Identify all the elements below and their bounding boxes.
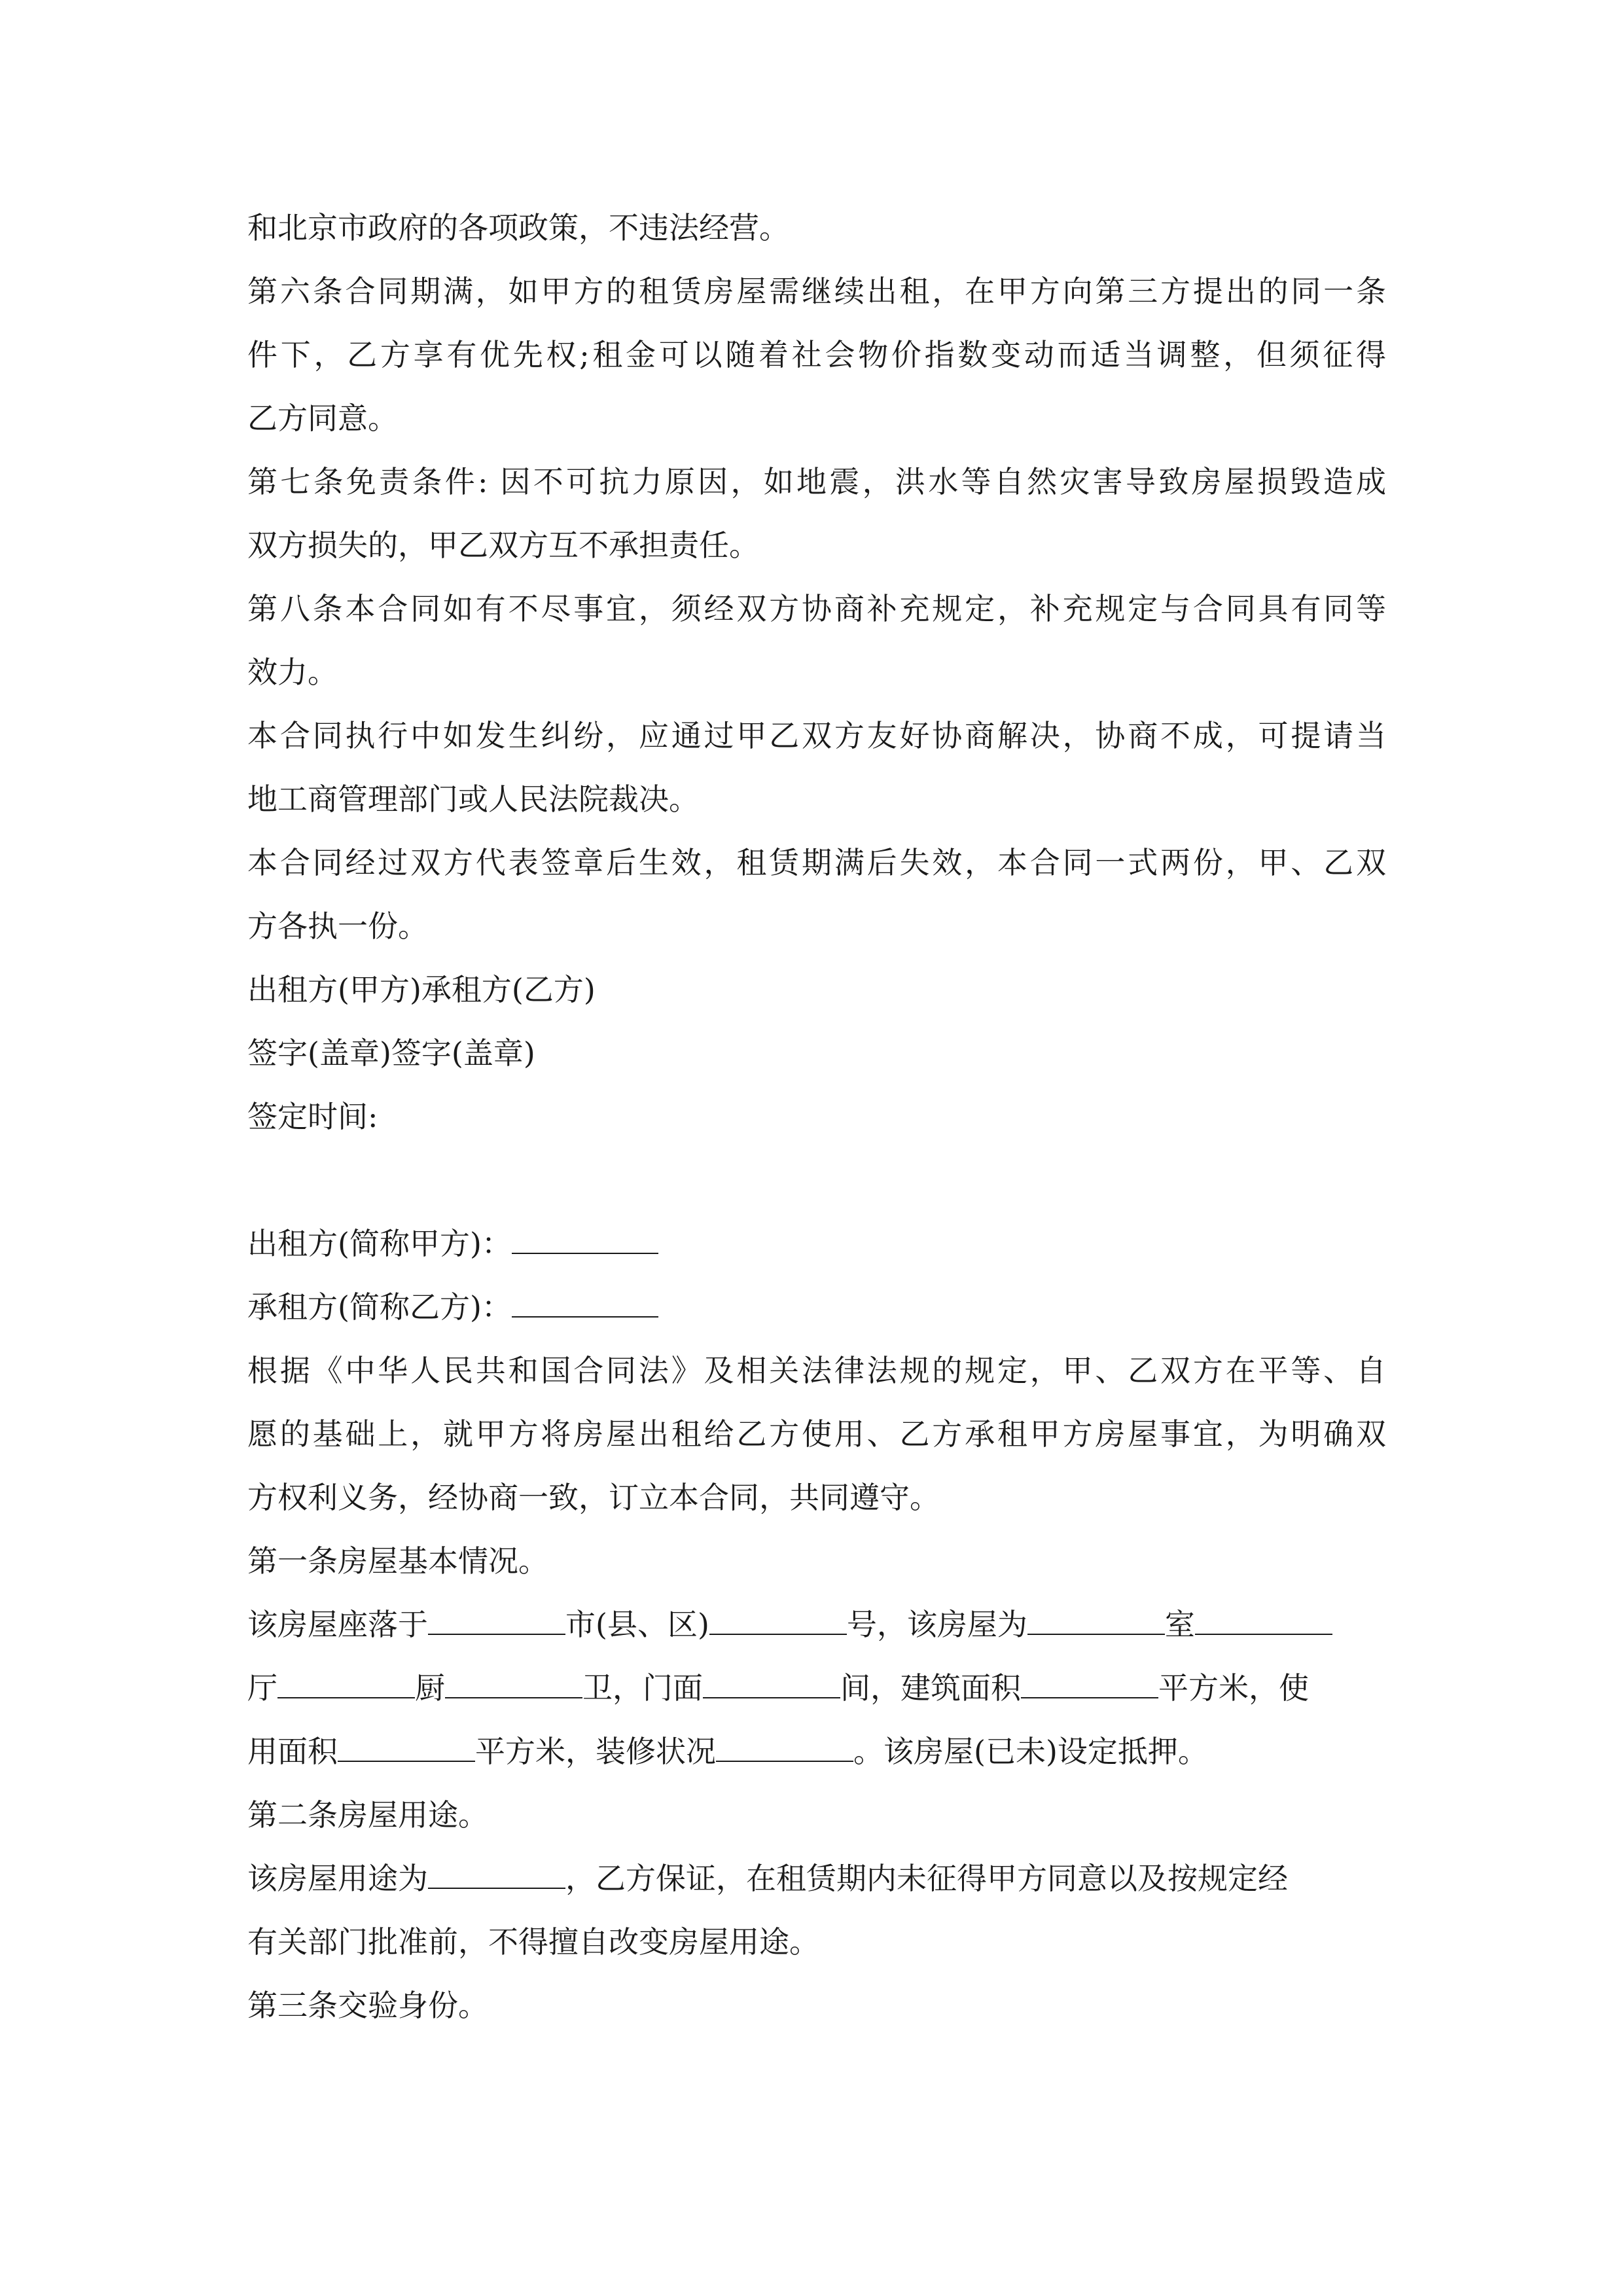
lessor-blank[interactable] <box>512 1227 658 1254</box>
text-fragment: 。该房屋(已未)设定抵押。 <box>853 1734 1208 1769</box>
lessor-label: 出租方(简称甲方)： <box>247 1226 512 1261</box>
text-line: 乙方同意。 <box>247 401 398 436</box>
signature-parties: 出租方(甲方)承租方(乙方) <box>247 972 596 1007</box>
text-fragment: 市(县、区) <box>565 1607 709 1642</box>
city-blank[interactable] <box>428 1607 565 1635</box>
text-line: 地工商管理部门或人民法院裁决。 <box>247 781 699 817</box>
signing-date-label: 签定时间: <box>247 1099 378 1134</box>
property-area-line <box>247 1720 1386 1784</box>
text-line: 效力。 <box>247 655 338 690</box>
kitchen-count-blank[interactable] <box>277 1671 415 1698</box>
property-location-line <box>247 1593 1386 1657</box>
text-line: 愿的基础上，就甲方将房屋出租给乙方使用、乙方承租甲方房屋事宜，为明确双 <box>247 1416 1386 1452</box>
text-fragment: 间，建筑面积 <box>840 1670 1021 1706</box>
article-heading: 第一条房屋基本情况。 <box>247 1543 548 1579</box>
text-line: 和北京市政府的各项政策，不违法经营。 <box>247 210 789 245</box>
text-line: 有关部门批准前，不得擅自改变房屋用途。 <box>247 1924 819 1960</box>
text-fragment: 平方米，使 <box>1158 1670 1309 1706</box>
property-rooms-line <box>247 1657 1386 1720</box>
text-line: 方各执一份。 <box>247 908 428 944</box>
text-fragment: 厨 <box>415 1670 445 1706</box>
lessor-line <box>247 1212 1386 1276</box>
article-heading: 第二条房屋用途。 <box>247 1797 488 1833</box>
text-line: 第六条合同期满，如甲方的租赁房屋需继续出租，在甲方向第三方提出的同一条 <box>247 274 1386 309</box>
text-line: 本合同经过双方代表签章后生效，租赁期满后失效，本合同一式两份，甲、乙双 <box>247 845 1386 880</box>
section-gap <box>247 1149 1386 1212</box>
text-line: 件下，乙方享有优先权;租金可以随着社会物价指数变动而适当调整，但须征得 <box>247 337 1386 372</box>
property-use-blank[interactable] <box>428 1861 565 1889</box>
text-line: 本合同执行中如发生纠纷，应通过甲乙双方友好协商解决，协商不成，可提请当 <box>247 718 1386 753</box>
hall-count-blank[interactable] <box>1195 1607 1332 1635</box>
text-line: 方权利义务，经协商一致，订立本合同，共同遵守。 <box>247 1480 940 1515</box>
text-fragment: 号，该房屋为 <box>846 1607 1027 1642</box>
text-fragment: 该房屋座落于 <box>247 1607 428 1642</box>
text-line: 第七条免责条件: 因不可抗力原因，如地震，洪水等自然灾害导致房屋损毁造成 <box>247 464 1386 499</box>
text-line: 根据《中华人民共和国合同法》及相关法律法规的规定，甲、乙双方在平等、自 <box>247 1353 1386 1388</box>
text-fragment: 室 <box>1164 1607 1195 1642</box>
text-fragment: 该房屋用途为 <box>247 1861 428 1896</box>
text-fragment: 用面积 <box>247 1734 338 1769</box>
bath-count-blank[interactable] <box>445 1671 582 1698</box>
text-line: 第八条本合同如有不尽事宜，须经双方协商补充规定，补充规定与合同具有同等 <box>247 591 1386 626</box>
number-blank[interactable] <box>709 1607 847 1635</box>
text-fragment: 厅 <box>247 1670 277 1706</box>
text-fragment: 卫，门面 <box>582 1670 703 1706</box>
lessee-label: 承租方(简称乙方)： <box>247 1289 512 1325</box>
lessee-line <box>247 1276 1386 1339</box>
text-line: 双方损失的，甲乙双方互不承担责任。 <box>247 528 759 563</box>
text-fragment: ，乙方保证，在租赁期内未征得甲方同意以及按规定经 <box>565 1861 1288 1896</box>
storefront-count-blank[interactable] <box>703 1671 840 1698</box>
usable-area-blank[interactable] <box>338 1734 475 1762</box>
lessee-blank[interactable] <box>512 1290 658 1318</box>
property-use-line <box>247 1847 1386 1910</box>
document-page <box>247 196 1386 2037</box>
signature-seal-line: 签字(盖章)签字(盖章) <box>247 1035 535 1071</box>
article-heading: 第三条交验身份。 <box>247 1988 488 2023</box>
room-count-blank[interactable] <box>1027 1607 1165 1635</box>
decoration-status-blank[interactable] <box>716 1734 853 1762</box>
building-area-blank[interactable] <box>1021 1671 1158 1698</box>
text-fragment: 平方米，装修状况 <box>475 1734 716 1769</box>
